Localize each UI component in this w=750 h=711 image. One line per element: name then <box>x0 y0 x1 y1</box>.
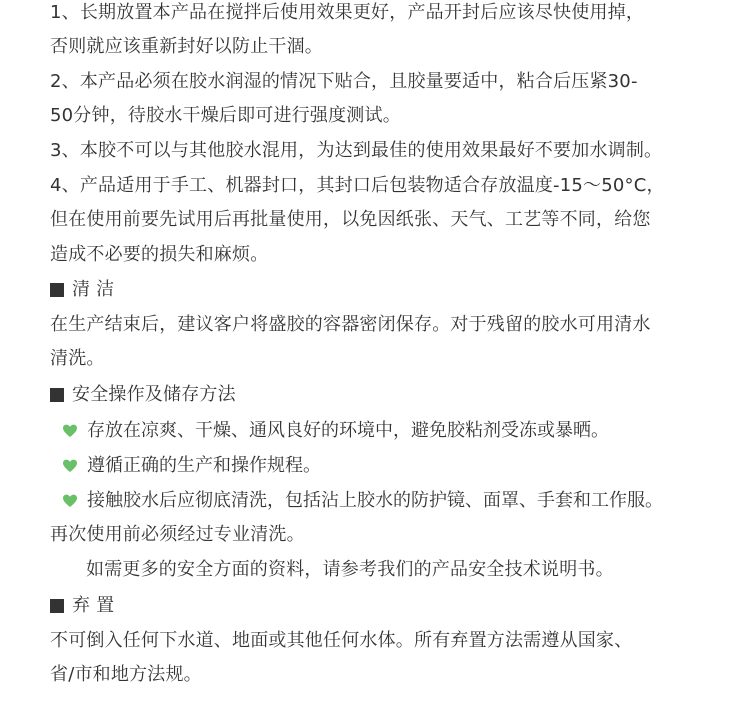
safety-bullet-2 <box>62 455 321 477</box>
safety-bullet-2-text: 遵循正确的生产和操作规程。 <box>87 455 321 476</box>
clean-heading-text: 清 洁 <box>72 279 115 300</box>
square-icon <box>50 388 64 402</box>
disposal-heading <box>50 595 114 617</box>
paragraph-4-line-2: 但在使用前要先试用后再批量使用，以免因纸张、天气、工艺等不同，给您 <box>50 209 651 230</box>
paragraph-1-line-1: 1、长期放置本产品在搅拌后使用效果更好，产品开封后应该尽快使用掉， <box>50 2 645 23</box>
paragraph-1-line-2: 否则就应该重新封好以防止干涸。 <box>50 36 323 57</box>
safety-heading-text: 安全操作及储存方法 <box>72 384 236 405</box>
safety-bullet-1-text: 存放在凉爽、干燥、通风良好的环境中，避免胶粘剂受冻或暴晒。 <box>87 420 609 441</box>
paragraph-4-line-3: 造成不必要的损失和麻烦。 <box>50 244 269 265</box>
square-icon <box>50 599 64 613</box>
heart-icon <box>62 423 78 439</box>
paragraph-2-line-1: 2、本产品必须在胶水润湿的情况下贴合，且胶量要适中，粘合后压紧30- <box>50 71 638 92</box>
safety-bullet-3 <box>62 490 663 512</box>
disposal-heading-text: 弃 置 <box>72 595 115 616</box>
paragraph-4-line-1: 4、产品适用于手工、机器封口，其封口后包装物适合存放温度-15～50°C， <box>50 175 665 196</box>
clean-line-2: 清洗。 <box>50 348 105 369</box>
disposal-line-1: 不可倒入任何下水道、地面或其他任何水体。所有弃置方法需遵从国家、 <box>50 630 633 651</box>
safety-note-line: 如需更多的安全方面的资料，请参考我们的产品安全技术说明书。 <box>86 559 614 580</box>
clean-heading <box>50 279 114 301</box>
safety-heading <box>50 384 236 406</box>
safety-bullet-3-text: 接触胶水后应彻底清洗，包括沾上胶水的防护镜、面罩、手套和工作服。 <box>87 490 663 511</box>
disposal-line-2: 省/市和地方法规。 <box>50 664 202 685</box>
paragraph-3-line-1: 3、本胶不可以与其他胶水混用，为达到最佳的使用效果最好不要加水调制。 <box>50 140 663 161</box>
square-icon <box>50 283 64 297</box>
heart-icon <box>62 458 78 474</box>
safety-after-line: 再次使用前必须经过专业清洗。 <box>50 524 305 545</box>
safety-bullet-1 <box>62 420 609 442</box>
clean-line-1: 在生产结束后，建议客户将盛胶的容器密闭保存。对于残留的胶水可用清水 <box>50 314 651 335</box>
heart-icon <box>62 493 78 509</box>
paragraph-2-line-2: 50分钟，待胶水干燥后即可进行强度测试。 <box>50 105 401 126</box>
